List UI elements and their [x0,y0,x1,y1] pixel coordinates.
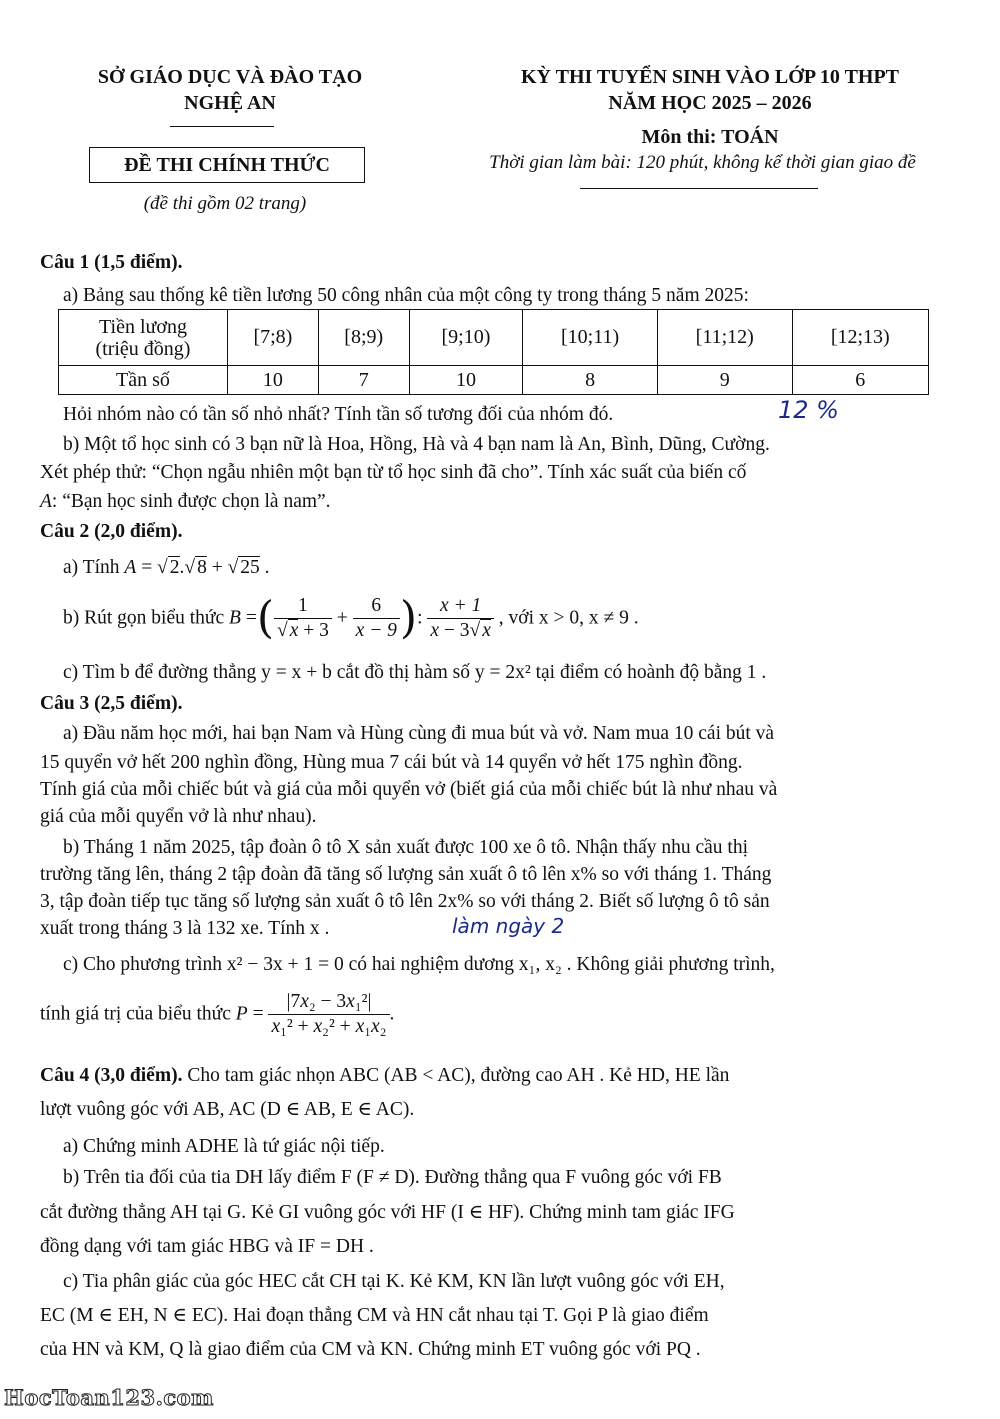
q1-a-question: Hỏi nhóm nào có tần số nhỏ nhất? Tính tần số tương đối của nhóm đó. [63,404,614,425]
table-cell-interval: [10;11) [523,310,658,366]
q3-a-line1: a) Đầu năm học mới, hai bạn Nam và Hùng cùng đi mua bút và vở. Nam mua 10 cái bút và [63,723,775,744]
q1-a-intro: a) Bảng sau thống kê tiền lương 50 công nhân của một công ty trong tháng 5 năm 2025: [63,285,749,306]
table-cell-frequency: 10 [228,366,319,395]
q3-a-line4: giá của mỗi quyển vở là như nhau). [40,806,317,827]
handwritten-note: 12 % [778,396,839,424]
table-cell-interval: [11;12) [657,310,792,366]
table-cell-frequency: 9 [657,366,792,395]
question-4-title: Câu 4 (3,0 điểm). [40,1065,183,1086]
exam-header [450,64,970,116]
q4-c-line1: c) Tia phân giác của góc HEC cắt CH tại K. Kẻ KM, KN lần lượt vuông góc với EH, [63,1271,725,1292]
salary-frequency-table [58,309,929,395]
q4-intro-line2: lượt vuông góc với AB, AC (D ∈ AB, E ∈ AC). [40,1099,415,1120]
table-cell-frequency: 8 [523,366,658,395]
q3-b-line1: b) Tháng 1 năm 2025, tập đoàn ô tô X sản xuất được 100 xe ô tô. Nhận thấy nhu cầu thị [63,837,749,858]
question-3-title: Câu 3 (2,5 điểm). [40,693,183,714]
q1-b-line1: b) Một tổ học sinh có 3 bạn nữ là Hoa, Hồng, Hà và 4 bạn nam là An, Bình, Dũng, Cường. [63,434,770,455]
q1-b-line3: A: “Bạn học sinh được chọn là nam”. [40,491,331,512]
q3-b-line2: trường tăng lên, tháng 2 tập đoàn đã tăng số lượng sản xuất ô tô lên x% so với tháng 1. Tháng [40,864,772,885]
q3-c-expression: tính giá trị của biểu thức P = $\frac{\text{|7x₂ − 3x₁²|}}{\text{x₁² + x₂² + x₁x₂}}$ . [40,991,395,1037]
exam-subject: Môn thi: TOÁN [641,126,779,148]
q4-c-line3: của HN và KM, Q là giao điểm của CM và KN. Chứng minh ET vuông góc với PQ . [40,1339,701,1360]
exam-name: KỲ THI TUYỂN SINH VÀO LỚP 10 THPT [520,66,900,88]
q3-a-line2: 15 quyển vở hết 200 nghìn đồng, Hùng mua 7 cái bút và 14 quyển vở hết 175 nghìn đồng. [40,752,743,773]
table-cell-interval: [12;13) [792,310,928,366]
q4-intro-line1: Câu 4 (3,0 điểm). Cho tam giác nhọn ABC (AB < AC), đường cao AH . Kẻ HD, HE lần [40,1065,730,1086]
question-2-title: Câu 2 (2,0 điểm). [40,521,183,542]
header-divider-right [580,188,818,189]
exam-time: Thời gian làm bài: 120 phút, không kể thời gian giao đề [489,152,916,173]
q3-b-line3: 3, tập đoàn tiếp tục tăng số lượng sản xuất ô tô lên 2x% so với tháng 2. Biết số lượng ô tô sản [40,891,770,912]
table-header-frequency: Tần số [59,366,228,395]
table-header-salary: Tiền lương (triệu đồng) [59,310,228,366]
q3-c-line1: c) Cho phương trình x² − 3x + 1 = 0 có hai nghiệm dương x₁, x₂ . Không giải phương trình, [63,954,775,975]
table-cell-interval: [9;10) [409,310,523,366]
department-header [40,64,420,116]
table-cell-frequency: 6 [792,366,928,395]
q3-b-line4: xuất trong tháng 3 là 132 xe. Tính x . [40,918,330,939]
table-cell-interval: [8;9) [318,310,409,366]
question-1-title: Câu 1 (1,5 điểm). [40,252,183,273]
q4-b-line3: đồng dạng với tam giác HBG và IF = DH . [40,1236,374,1257]
q3-a-line3: Tính giá của mỗi chiếc bút và giá của mỗi quyển vở (biết giá của mỗi chiếc bút là như nhau và [40,779,778,800]
q4-b-line1: b) Trên tia đối của tia DH lấy điểm F (F ≠ D). Đường thẳng qua F vuông góc với FB [63,1167,722,1188]
q4-a: a) Chứng minh ADHE là tứ giác nội tiếp. [63,1136,385,1157]
official-exam-box: ĐỀ THI CHÍNH THỨC [89,147,365,183]
school-year: NĂM HỌC 2025 – 2026 [608,92,812,114]
table-cell-interval: [7;8) [228,310,319,366]
q4-b-line2: cắt đường thẳng AH tại G. Kẻ GI vuông góc với HF (I ∈ HF). Chứng minh tam giác IFG [40,1202,735,1223]
department-name: SỞ GIÁO DỤC VÀ ĐÀO TẠO [97,66,363,88]
q2-b: b) Rút gọn biểu thức B =( $\frac{1}{√ x + 3}$ + $\frac{6}{x - 9}$ ): $\frac{x + 1}{x - 3√ x}$ , với x > 0, x ≠ 9 . [63,592,639,644]
q1-b-line2: Xét phép thử: “Chọn ngẫu nhiên một bạn từ tổ học sinh đã cho”. Tính xác suất của biến cố [40,462,747,483]
header-divider-left [170,126,274,127]
q4-c-line2: EC (M ∈ EH, N ∈ EC). Hai đoạn thẳng CM và HN cắt nhau tại T. Gọi P là giao điểm [40,1305,709,1326]
site-watermark: HocToan123.com [4,1385,214,1410]
table-cell-frequency: 7 [318,366,409,395]
page-count-note: (đề thi gồm 02 trang) [143,193,307,214]
handwritten-note: làm ngày 2 [452,914,565,938]
q2-c: c) Tìm b để đường thẳng y = x + b cắt đồ thị hàm số y = 2x² tại điểm có hoành độ bằng 1 . [63,662,767,683]
province-name: NGHỆ AN [184,92,276,114]
q2-a: a) Tính A = √ 2.√ 8 + √ 25 . [63,557,270,578]
table-cell-frequency: 10 [409,366,523,395]
